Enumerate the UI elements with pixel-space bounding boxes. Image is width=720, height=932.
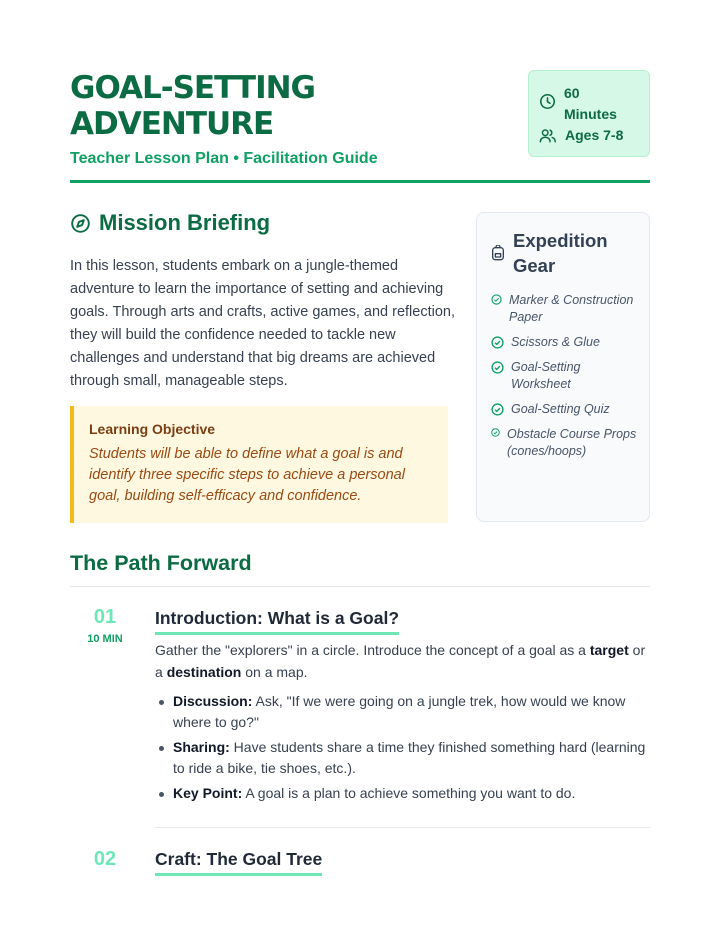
header-divider [70,180,650,183]
duration-unit: Minutes [564,106,617,122]
path-divider [70,586,650,587]
step-title: Introduction: What is a Goal? [155,608,399,635]
gear-item-label: Marker & Construction Paper [509,293,634,324]
step-intro: Gather the "explorers" in a circle. Introduce the concept of a goal as a target or a destination on a map. [155,642,646,680]
briefing-heading [70,210,270,236]
expedition-gear-card [476,212,650,522]
compass-icon [70,213,91,234]
check-circle-icon [491,336,504,349]
step-duration: 10 MIN [87,633,123,645]
check-circle-icon [491,294,502,305]
list-item: Sharing: Have students share a time they finished something hard (learning to ride a bike, tie shoes, etc.). [155,737,650,779]
step-number: 02 [93,848,117,870]
objective-text: Students will be able to define what a goal is and identify three specific steps to achieve a personal goal, building self-efficacy and confidence. [89,446,405,504]
gear-list [491,292,637,460]
gear-item [491,334,637,351]
check-circle-icon [491,428,500,437]
gear-heading [491,228,637,278]
gear-item [491,401,637,418]
duration-value: 60 [564,85,580,101]
gear-item [491,426,637,460]
users-icon [539,127,557,144]
clock-icon [539,93,556,110]
briefing-title: Mission Briefing [99,210,271,235]
lesson-meta-box [528,70,650,157]
gear-item [491,359,637,393]
emphasis-destination: destination [166,664,242,680]
gear-item [491,292,637,326]
objective-label: Learning Objective [89,421,216,437]
learning-objective-box [70,406,448,523]
step-divider [155,827,650,828]
list-item: Key Point: A goal is a plan to achieve something you want to do. [155,783,650,804]
gear-title: Expedition Gear [513,230,608,276]
lesson-header [70,70,650,168]
title-line-2: ADVENTURE [70,106,274,142]
step-number: 01 [93,606,117,628]
gear-item-label: Scissors & Glue [511,335,600,349]
gear-item-label: Goal-Setting Worksheet [511,360,581,391]
emphasis-target: target [589,642,629,658]
backpack-icon [491,245,505,261]
ages-row [539,125,639,146]
step-bullet-list [155,691,650,808]
briefing-text: In this lesson, students embark on a jungle-themed adventure to learn the importance of setting and achieving goals. Through arts and crafts, active games, and reflection, they will build the confidence needed to tackle new challenges and understand that big dreams are achieved through small, manageable steps. [70,258,455,389]
path-heading: The Path Forward [70,551,252,575]
gear-item-label: Obstacle Course Props (cones/hoops) [507,427,637,458]
check-circle-icon [491,403,504,416]
page-subtitle: Teacher Lesson Plan • Facilitation Guide [70,150,378,167]
ages-label: Ages 7-8 [565,127,624,143]
title-line-1: GOAL-SETTING [70,70,316,106]
check-circle-icon [491,361,504,374]
duration-row [539,83,639,125]
step-title: Craft: The Goal Tree [155,849,322,876]
list-item: Discussion: Ask, "If we were going on a jungle trek, how would we know where to go?" [155,691,650,733]
gear-item-label: Goal-Setting Quiz [511,402,610,416]
